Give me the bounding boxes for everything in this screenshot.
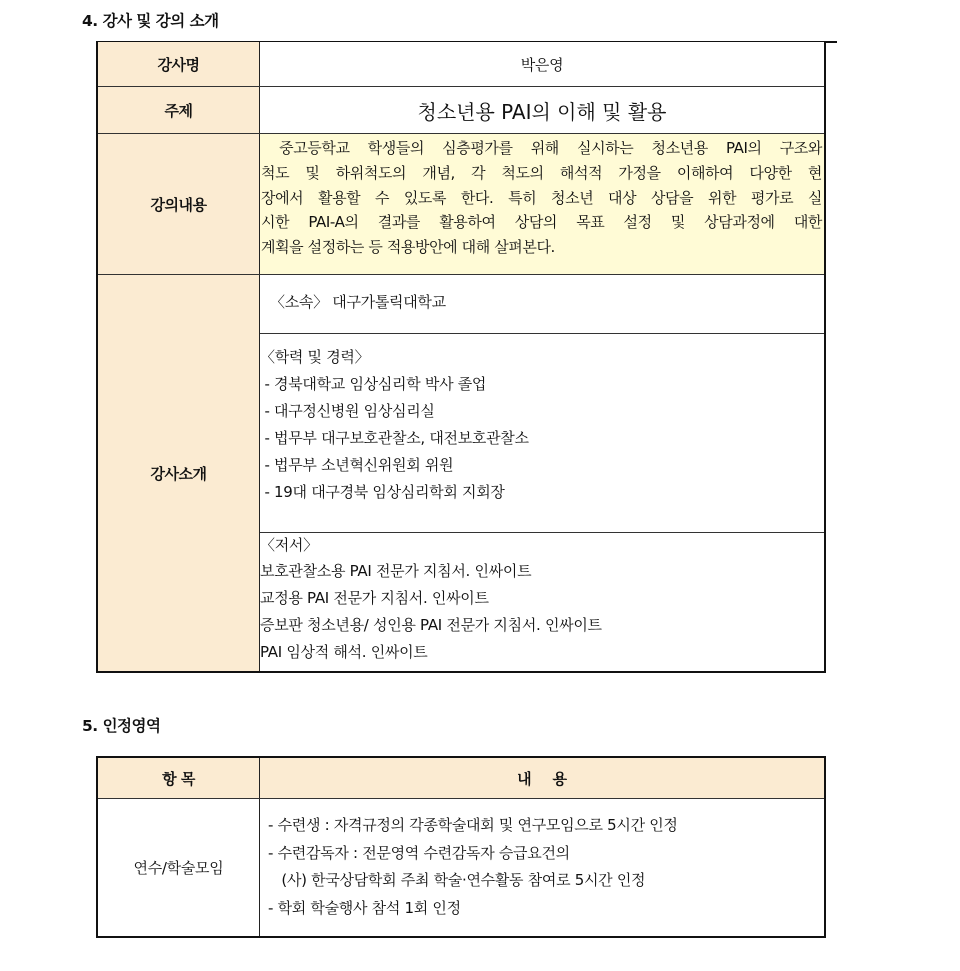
recognition-line: - 수련생 : 자격규정의 각종학술대회 및 연구모임으로 5시간 인정 [268, 816, 678, 834]
recognition-item: 연수/학술모임 [98, 799, 260, 936]
career-block [260, 334, 824, 533]
content-line: 계획을 설정하는 등 적용방안에 대해 살펴본다. [261, 238, 555, 257]
books-block [260, 533, 824, 671]
book-item: 교정용 PAI 전문가 지침서. 인싸이트 [260, 589, 489, 607]
career-item: - 19대 대구경북 임상심리학회 지회장 [260, 483, 505, 501]
affiliation-block [260, 275, 824, 334]
lecture-content-label: 강의내용 [98, 134, 260, 274]
lecture-content-row [98, 134, 824, 275]
topic-row [98, 87, 824, 134]
recognition-header-row [98, 758, 824, 799]
instructor-table [96, 42, 826, 673]
career-item: - 법무부 소년혁신위원회 위원 [260, 456, 454, 474]
career-item: - 법무부 대구보호관찰소, 대전보호관찰소 [260, 429, 529, 447]
recognition-table [96, 756, 826, 938]
content-line: 중고등학교 학생들의 심층평가를 위해 실시하는 청소년용 PAI의 구조와 [261, 139, 822, 157]
header-item: 항 목 [98, 758, 260, 798]
lecture-content-text [260, 134, 824, 274]
content-line: 시한 PAI-A의 결과를 활용하여 상담의 목표 설정 및 상담과정에 대한 [261, 213, 822, 232]
book-item: PAI 임상적 해석. 인싸이트 [260, 643, 428, 661]
recognition-line: (사) 한국상담학회 주최 학술·연수활동 참여로 5시간 인정 [268, 871, 646, 889]
instructor-label: 강사명 [98, 42, 260, 86]
recognition-line: - 수련감독자 : 전문영역 수련감독자 승급요건의 [268, 843, 570, 862]
books-heading: 〈저서〉 [260, 536, 318, 554]
book-item: 보호관찰소용 PAI 전문가 지침서. 인싸이트 [260, 562, 532, 580]
content-line: 장에서 활용할 수 있도록 한다. 특히 청소년 대상 상담을 위한 평가로 실 [261, 188, 822, 207]
topic-value: 청소년용 PAI의 이해 및 활용 [417, 99, 667, 124]
section-4-title: 4. 강사 및 강의 소개 [82, 12, 219, 30]
section-5-title: 5. 인정영역 [82, 717, 161, 735]
instructor-name: 박은영 [520, 55, 564, 74]
profile-content [260, 275, 824, 671]
profile-row [98, 275, 824, 671]
career-heading: 〈학력 및 경력〉 [260, 348, 370, 366]
career-item: - 대구정신병원 임상심리실 [260, 402, 435, 420]
affiliation-text: 〈소속〉 대구가톨릭대학교 [270, 293, 446, 311]
profile-label: 강사소개 [98, 275, 260, 671]
recognition-content [260, 799, 824, 936]
header-content [260, 758, 824, 798]
book-item: 증보판 청소년용/ 성인용 PAI 전문가 지침서. 인싸이트 [260, 616, 602, 634]
recognition-row [98, 799, 824, 936]
career-item: - 경북대학교 임상심리학 박사 졸업 [260, 375, 487, 393]
content-line: 척도 및 하위척도의 개념, 각 척도의 해석적 가정을 이해하여 다양한 현 [261, 163, 822, 182]
header-content-label: 내 용 [517, 769, 567, 788]
recognition-line: - 학회 학술행사 참석 1회 인정 [268, 898, 461, 917]
instructor-row [98, 42, 824, 87]
topic-label: 주제 [98, 87, 260, 133]
